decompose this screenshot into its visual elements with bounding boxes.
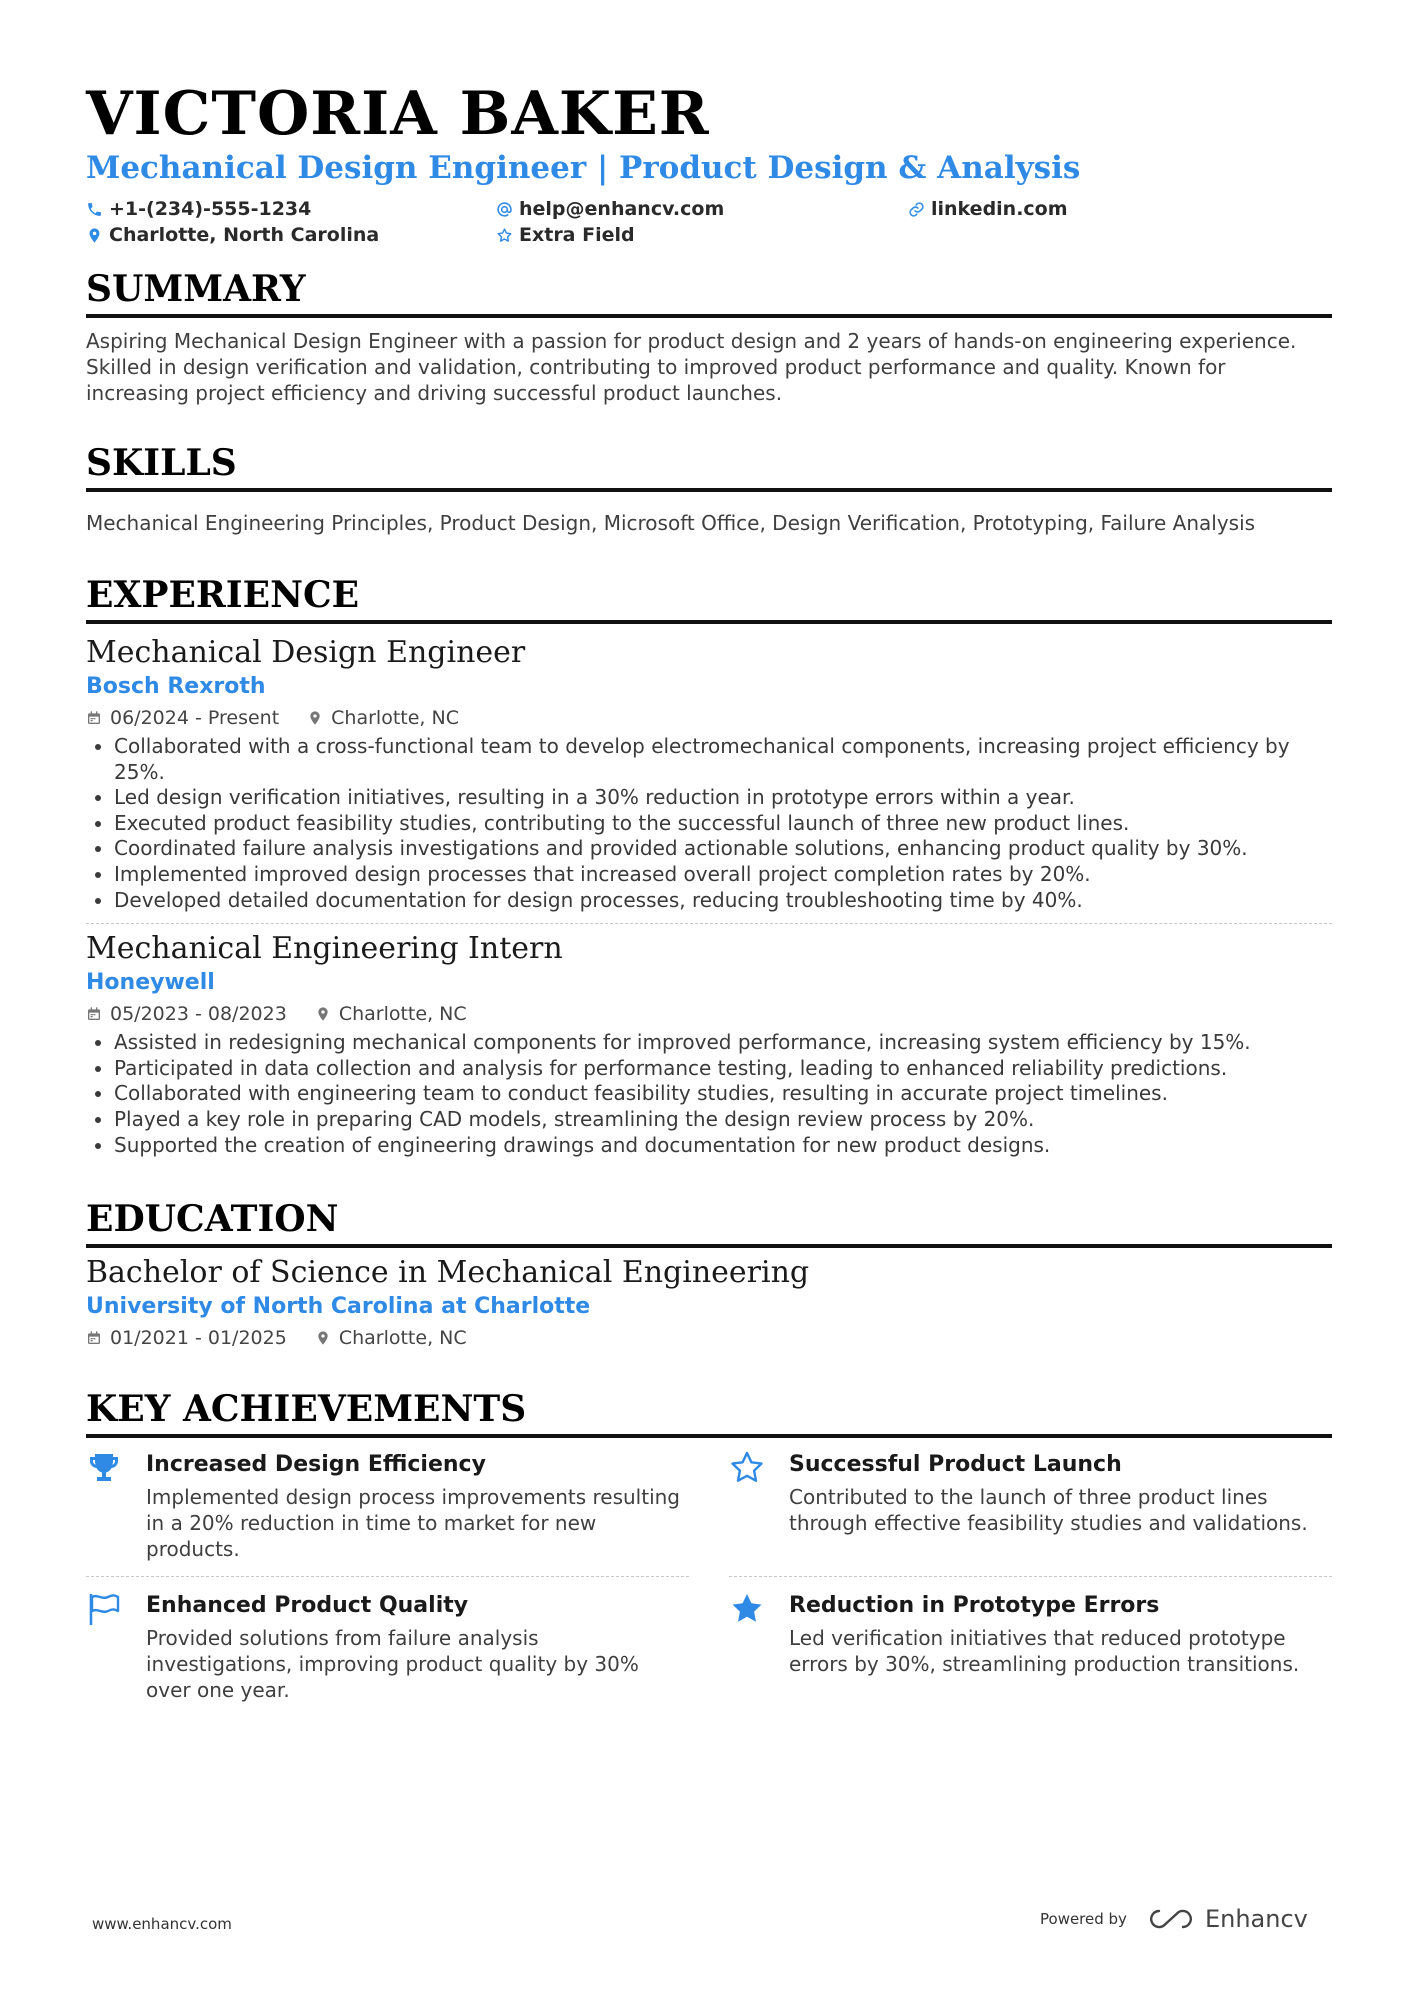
link-icon [908, 201, 925, 218]
job-location [307, 704, 459, 732]
location-pin-icon [315, 1330, 331, 1346]
job-location [315, 1000, 467, 1028]
job-meta [86, 1000, 1332, 1028]
education-school: University of North Carolina at Charlotte [86, 1294, 591, 1320]
achievement-item [86, 1591, 689, 1717]
achievement-title: Increased Design Efficiency [146, 1452, 486, 1478]
summary-text: Aspiring Mechanical Design Engineer with a passion for product design and 2 years of hands-on engineering experience. Skilled in design verification and validation, contributing to improved product performance and quality. Known for increasing project efficiency and driving successful product launches. [86, 329, 1297, 405]
location-pin-icon [307, 710, 323, 726]
experience-section [86, 574, 1332, 1158]
phone-icon [86, 201, 103, 218]
contact-info [86, 190, 1332, 246]
job-entry [86, 634, 1332, 913]
contact-location [86, 224, 379, 246]
contact-linkedin[interactable] [908, 198, 1068, 220]
education-dates [86, 1324, 287, 1352]
star-filled-icon [729, 1591, 765, 1627]
education-meta [86, 1324, 1332, 1352]
powered-by-text: Powered by [1040, 1910, 1127, 1928]
education-degree: Bachelor of Science in Mechanical Engineering [86, 1255, 810, 1291]
star-outline-icon [729, 1450, 765, 1486]
job-dates-text: 05/2023 - 08/2023 [110, 1003, 287, 1026]
list-item: • Assisted in redesigning mechanical components for improved performance, increasing system efficiency by 15%. [114, 1030, 1332, 1056]
list-item: • Played a key role in preparing CAD models, streamlining the design review process by 20%. [114, 1107, 1332, 1133]
skills-section [86, 442, 1332, 536]
list-item: • Collaborated with a cross-functional team to develop electromechanical components, increasing project efficiency by 25%. [114, 734, 1332, 785]
calendar-icon [86, 1006, 102, 1022]
section-divider [86, 620, 1332, 624]
star-icon [496, 227, 513, 244]
achievements-grid [86, 1450, 1332, 1717]
job-role: Mechanical Design Engineer [86, 635, 526, 670]
at-icon [496, 201, 513, 218]
footer-site-link[interactable]: www.enhancv.com [92, 1915, 232, 1933]
achievement-item [86, 1450, 689, 1577]
education-dates-text: 01/2021 - 01/2025 [110, 1327, 287, 1350]
location-pin-icon [315, 1006, 331, 1022]
list-item: • Participated in data collection and analysis for performance testing, leading to enhanced reliability predictions. [114, 1056, 1332, 1082]
calendar-icon [86, 1330, 102, 1346]
list-item: • Supported the creation of engineering drawings and documentation for new product designs. [114, 1133, 1332, 1159]
job-entry [86, 930, 1332, 1158]
achievement-title: Enhanced Product Quality [146, 1593, 469, 1619]
summary-section [86, 268, 1332, 406]
location-text: Charlotte, North Carolina [109, 224, 380, 246]
job-dates [86, 704, 279, 732]
job-bullets [86, 734, 1332, 913]
contact-extra [496, 224, 635, 246]
candidate-name: VICTORIA BAKER [86, 79, 710, 149]
list-item: • Led design verification initiatives, resulting in a 30% reduction in prototype errors within a year. [114, 785, 1332, 811]
flag-icon [86, 1591, 122, 1627]
job-dates [86, 1000, 287, 1028]
list-item: • Executed product feasibility studies, contributing to the successful launch of three new product lines. [114, 811, 1332, 837]
job-location-text: Charlotte, NC [331, 707, 459, 729]
job-location-text: Charlotte, NC [338, 1003, 467, 1026]
resume-page [86, 78, 1332, 1717]
list-item: • Collaborated with engineering team to conduct feasibility studies, resulting in accurate project timelines. [114, 1081, 1332, 1107]
section-divider [86, 1434, 1332, 1438]
enhancv-logo[interactable] [1149, 1905, 1308, 1933]
skills-text: Mechanical Engineering Principles, Product Design, Microsoft Office, Design Verification, Prototyping, Failure Analysis [86, 511, 1256, 535]
education-location-text: Charlotte, NC [338, 1327, 467, 1350]
candidate-subtitle: Mechanical Design Engineer | Product Design & Analysis [86, 150, 1081, 186]
list-item: • Developed detailed documentation for design processes, reducing troubleshooting time by 40%. [114, 888, 1332, 914]
job-meta [86, 704, 1332, 732]
phone-text: +1-(234)-555-1234 [109, 198, 312, 220]
email-text: help@enhancv.com [519, 198, 725, 220]
job-company: Bosch Rexroth [86, 674, 266, 699]
education-title: EDUCATION [86, 1198, 339, 1241]
section-divider [86, 488, 1332, 492]
job-role: Mechanical Engineering Intern [86, 931, 563, 967]
job-company: Honeywell [86, 970, 215, 996]
achievement-desc: Led verification initiatives that reduced prototype errors by 30%, streamlining production transitions. [789, 1626, 1300, 1677]
footer-branding [1040, 1905, 1308, 1933]
list-item: • Implemented improved design processes that increased overall project completion rates by 20%. [114, 862, 1332, 888]
achievement-item [729, 1591, 1332, 1717]
achievement-item [729, 1450, 1332, 1577]
achievements-section [86, 1388, 1332, 1717]
extra-text: Extra Field [519, 224, 635, 246]
brand-name: Enhancv [1204, 1905, 1308, 1933]
summary-title: SUMMARY [86, 268, 306, 310]
contact-phone [86, 198, 311, 220]
achievement-desc: Implemented design process improvements resulting in a 20% reduction in time to market for new products. [146, 1485, 681, 1562]
education-location [315, 1324, 467, 1352]
job-bullets [86, 1030, 1332, 1158]
achievement-title: Reduction in Prototype Errors [789, 1593, 1160, 1619]
achievements-title: KEY ACHIEVEMENTS [86, 1388, 527, 1431]
skills-title: SKILLS [86, 442, 237, 484]
trophy-icon [86, 1450, 122, 1486]
section-divider [86, 314, 1332, 318]
experience-title: EXPERIENCE [86, 574, 360, 616]
contact-email[interactable] [496, 198, 724, 220]
location-pin-icon [86, 227, 103, 244]
achievement-desc: Provided solutions from failure analysis investigations, improving product quality by 30% over one year. [146, 1626, 639, 1703]
list-item: • Coordinated failure analysis investigations and provided actionable solutions, enhancing product quality by 30%. [114, 836, 1332, 862]
achievement-desc: Contributed to the launch of three product lines through effective feasibility studies and validations. [789, 1485, 1308, 1536]
enhancv-logo-icon [1149, 1907, 1195, 1931]
entry-divider [86, 923, 1332, 924]
linkedin-text: linkedin.com [931, 198, 1068, 220]
calendar-icon [86, 710, 102, 726]
education-section [86, 1198, 1332, 1352]
achievement-title: Successful Product Launch [789, 1452, 1122, 1478]
section-divider [86, 1244, 1332, 1248]
job-dates-text: 06/2024 - Present [110, 707, 280, 729]
